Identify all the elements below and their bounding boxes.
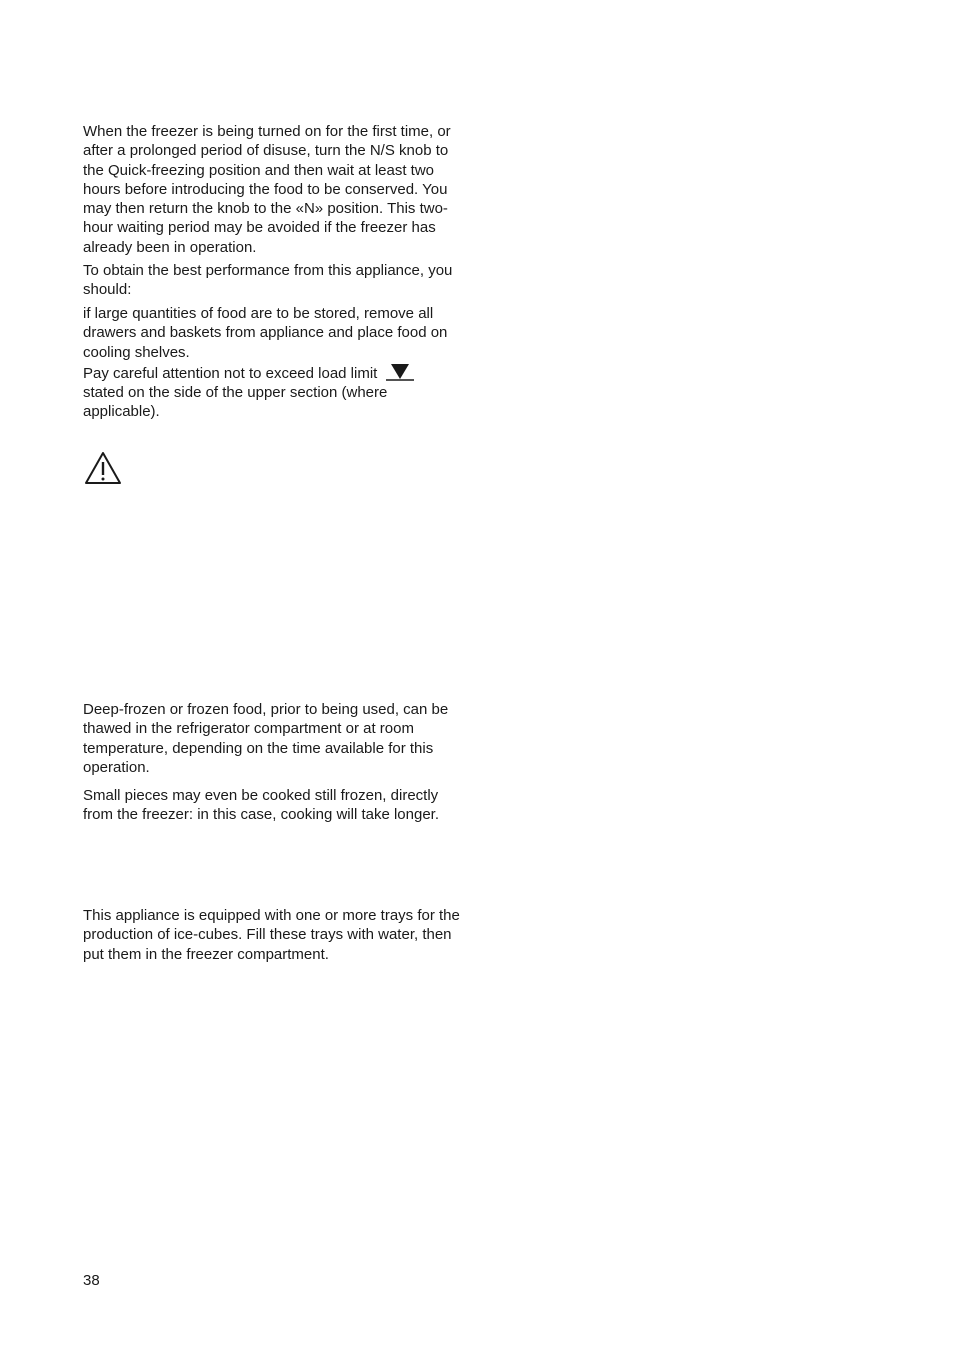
ice-cubes-paragraph: This appliance is equipped with one or more trays for the production of ice-cubes. Fill these trays with water, then put them in the freezer compartment. — [83, 907, 460, 963]
large-quantities-text: if large quantities of food are to be stored, remove all drawers and baskets from appliance and place food on cooling shelves. — [83, 305, 448, 361]
thawing-paragraph: Deep-frozen or frozen food, prior to being used, can be thawed in the refrigerator compartment or at room temperature, depending on the time available for this operation. — [83, 701, 449, 776]
page-number: 38 — [83, 1272, 100, 1289]
large-quantities-paragraph — [83, 304, 463, 422]
load-limit-location-text: stated on the side of the upper section (where applicable). — [83, 384, 388, 421]
load-limit-icon — [385, 362, 415, 382]
warning-triangle-icon — [84, 451, 122, 485]
cooking-frozen-paragraph: Small pieces may even be cooked still frozen, directly from the freezer: in this case, cooking will take longer. — [83, 787, 440, 824]
load-limit-text: Pay careful attention not to exceed load limit — [83, 364, 378, 382]
freezing-intro-paragraph: When the freezer is being turned on for the first time, or after a prolonged period of disuse, turn the N/S knob to the Quick-freezing position and then wait at least two hours before introducing the food to be conserved. You may then return the knob to the «N» position. This two-hour waiting period may be avoided if the freezer has already been in operation. — [83, 123, 451, 256]
best-performance-paragraph: To obtain the best performance from this appliance, you should: — [83, 262, 453, 299]
